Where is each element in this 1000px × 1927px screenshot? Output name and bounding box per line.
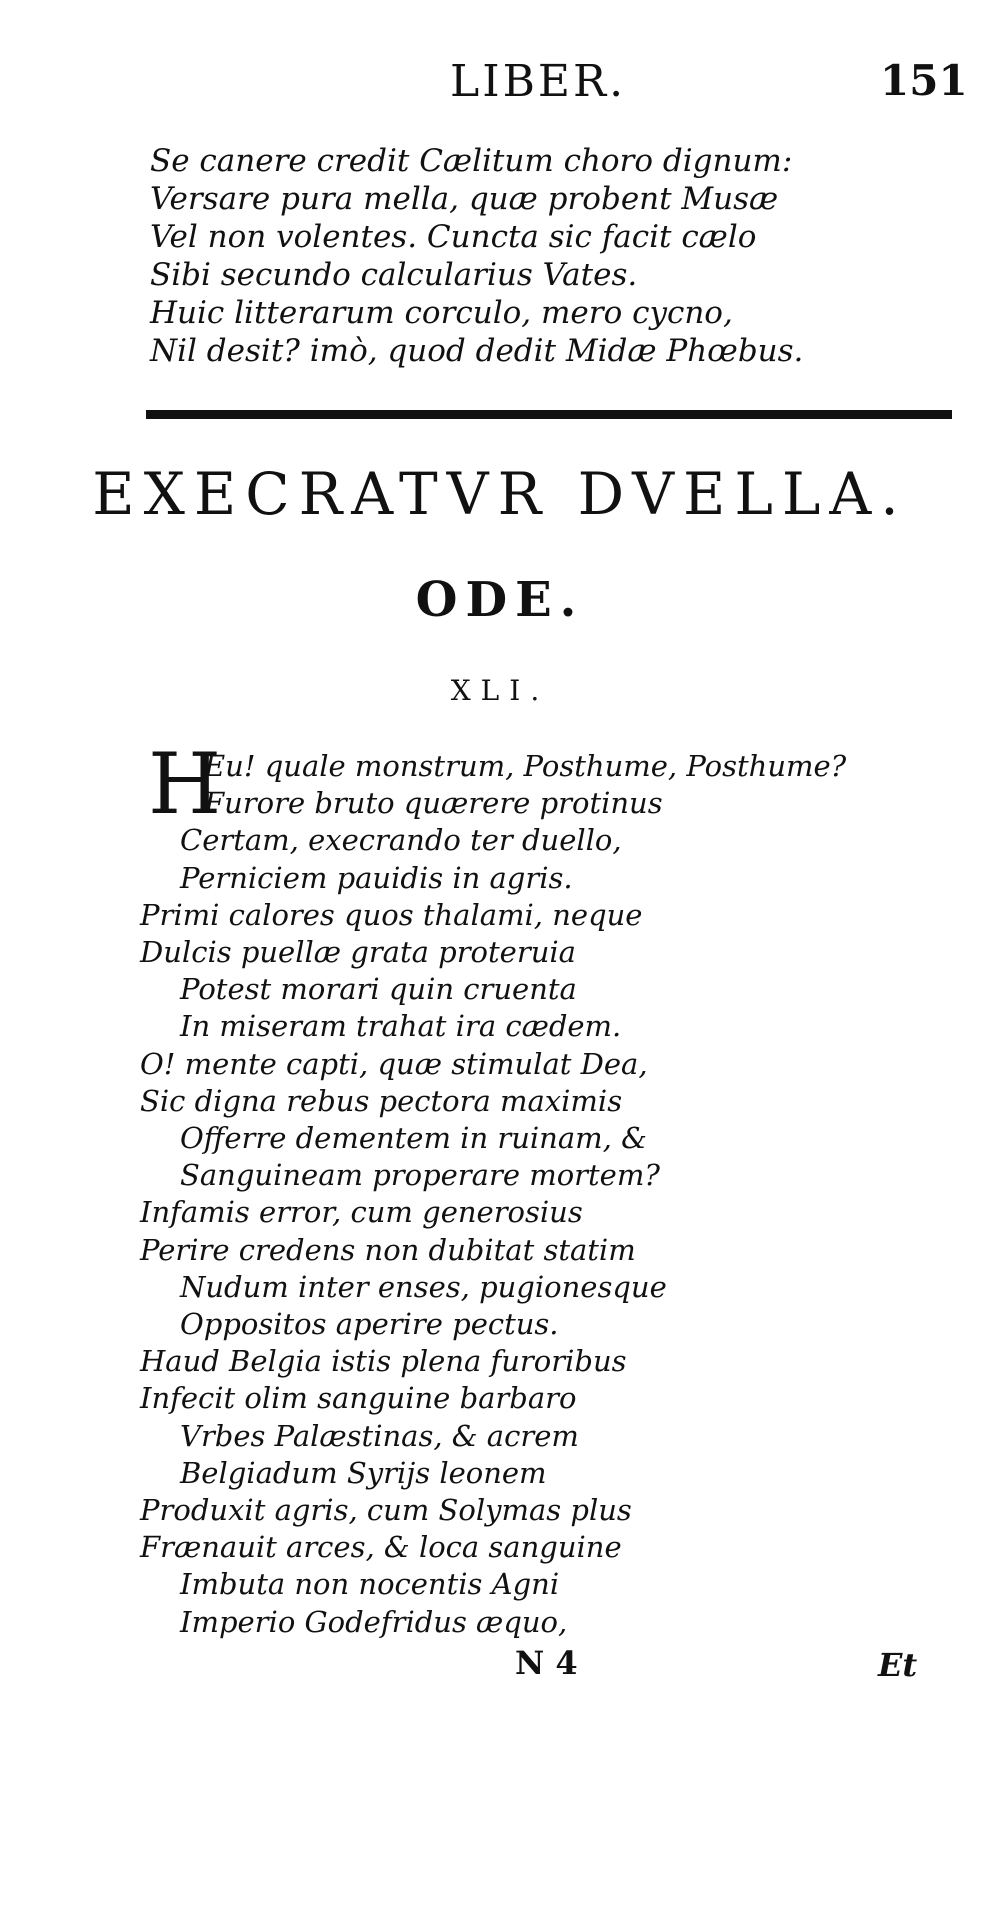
verse-line: Certam, execrando ter duello, [180, 823, 622, 858]
verse-line: Nudum inter enses, pugionesque [180, 1269, 667, 1304]
verse-line: Imperio Godefridus æquo, [180, 1604, 568, 1639]
section-divider-rule [146, 410, 952, 419]
poem-title: EXECRATVR DVELLA. [92, 460, 908, 528]
verse-line: Perire credens non dubitat statim [140, 1232, 636, 1267]
verse-line: Dulcis puellæ grata proteruia [140, 935, 576, 970]
verse-line: Primi calores quos thalami, neque [140, 897, 643, 932]
verse-line: Oppositos aperire pectus. [180, 1307, 559, 1342]
poem-genre: ODE. [415, 572, 585, 628]
verse-line: Versare pura mella, quæ probent Musæ [150, 181, 779, 217]
previous-poem-ending [150, 142, 803, 370]
verse-line: Nil desit? imò, quod dedit Midæ Phœbus. [150, 333, 804, 369]
signature-mark: N 4 [515, 1644, 578, 1682]
verse-line: Potest morari quin cruenta [180, 972, 577, 1007]
verse-line: Perniciem pauidis in agris. [180, 860, 573, 895]
catchword: Et [878, 1646, 918, 1684]
verse-line: In miseram trahat ira cædem. [180, 1009, 622, 1044]
verse-line: Se canere credit Cælitum choro dignum: [150, 143, 793, 179]
verse-line: Eu! quale monstrum, Posthume, Posthume? [204, 749, 847, 783]
ode-text [140, 748, 846, 1641]
verse-line: Sanguineam properare mortem? [180, 1158, 660, 1193]
running-head [0, 56, 1000, 116]
verse-line: Vel non volentes. Cuncta sic facit cælo [150, 219, 757, 255]
running-title: LIBER. [450, 56, 627, 107]
verse-line: Produxit agris, cum Solymas plus [140, 1493, 632, 1528]
verse-line: Frænauit arces, & loca sanguine [140, 1530, 622, 1565]
verse-line: Vrbes Palæstinas, & acrem [180, 1418, 579, 1453]
verse-line: Sic digna rebus pectora maximis [140, 1083, 623, 1118]
verse-line: Imbuta non nocentis Agni [180, 1567, 560, 1602]
verse-line: Huic litterarum corculo, mero cycno, [150, 295, 733, 331]
verse-line: O! mente capti, quæ stimulat Dea, [140, 1046, 648, 1081]
drop-cap-initial: H [148, 735, 222, 833]
page-number: 151 [880, 56, 968, 105]
verse-line: Infamis error, cum generosius [140, 1195, 583, 1230]
verse-line: Haud Belgia istis plena furoribus [140, 1344, 627, 1379]
poem-number: XLI. [450, 674, 550, 707]
verse-line: Furore bruto quærere protinus [204, 786, 663, 821]
verse-line: Offerre dementem in ruinam, & [180, 1121, 647, 1156]
verse-line: Infecit olim sanguine barbaro [140, 1381, 577, 1416]
verse-line: Sibi secundo calcularius Vates. [150, 257, 638, 293]
verse-line: Belgiadum Syrijs leonem [180, 1455, 547, 1490]
